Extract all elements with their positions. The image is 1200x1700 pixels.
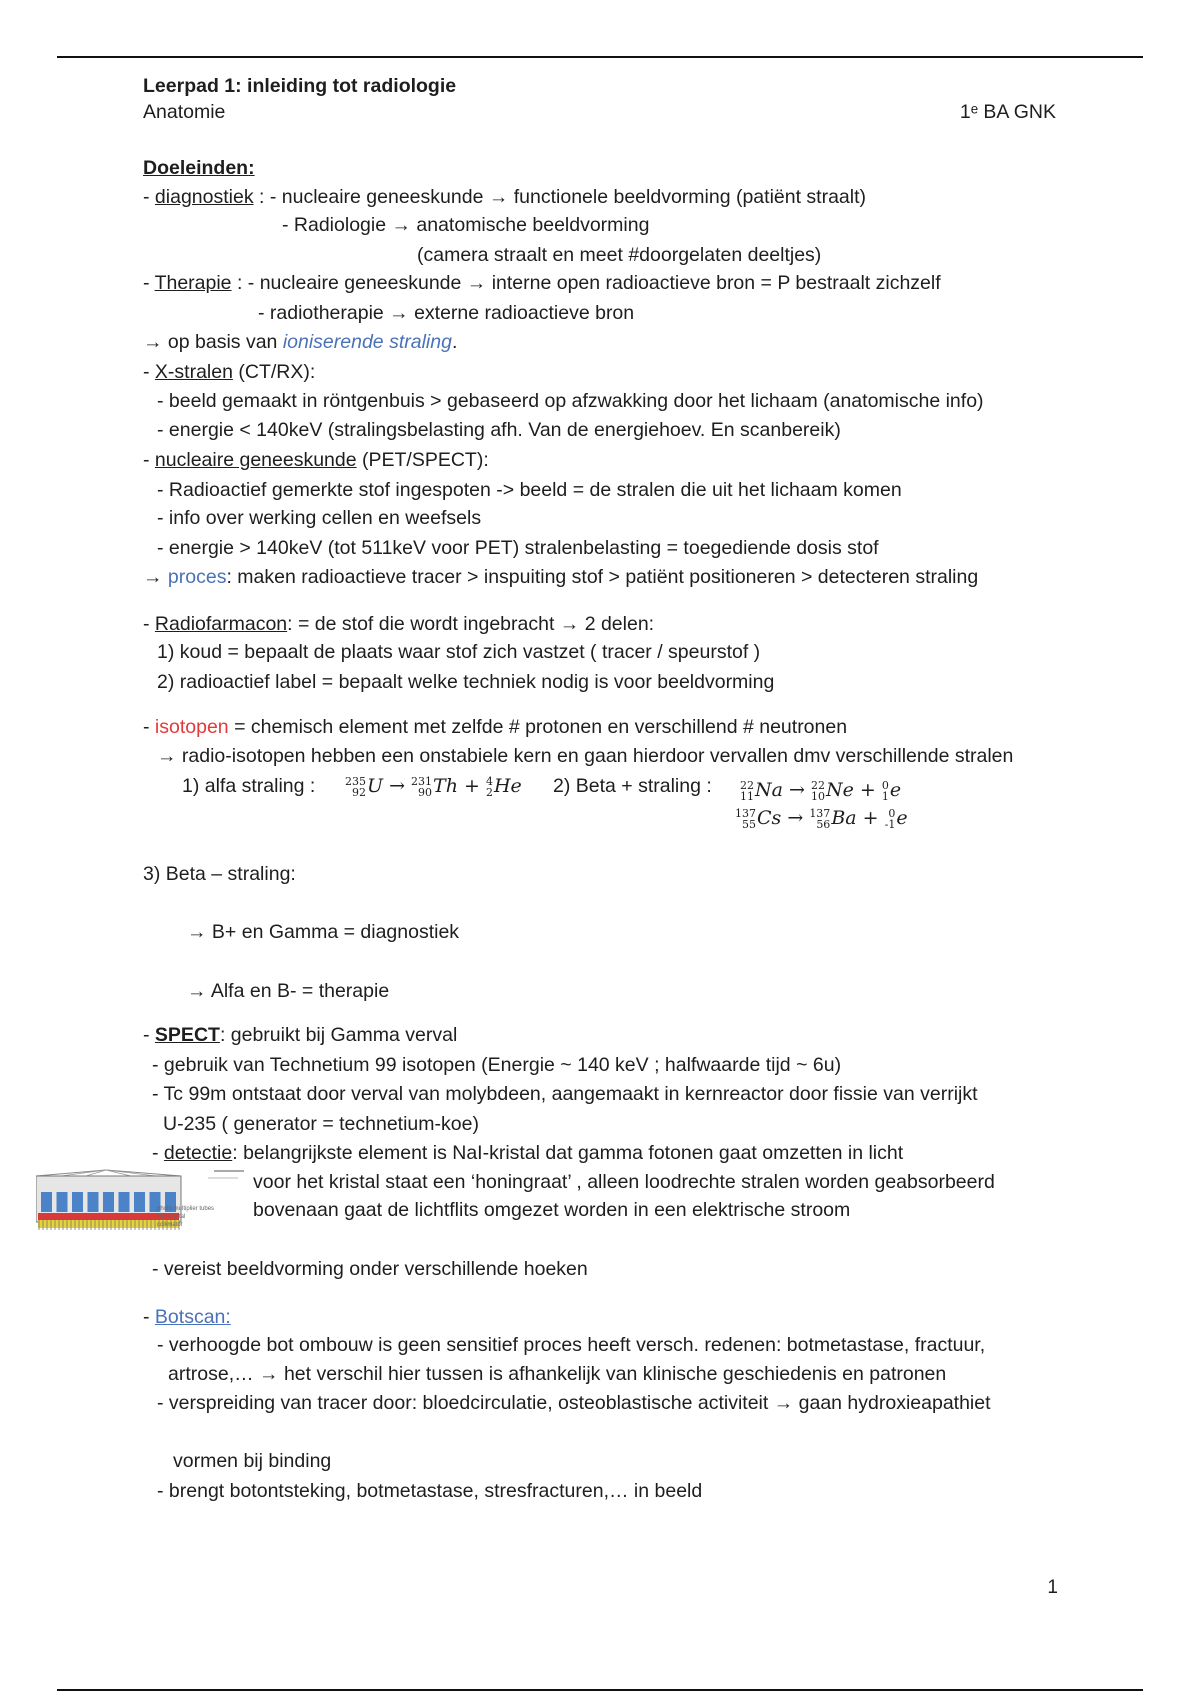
pmt-tube <box>103 1192 114 1212</box>
subject-label: Anatomie <box>143 101 226 123</box>
section-heading-doeleinden: Doeleinden: <box>143 157 255 179</box>
line-spect-2: - Tc 99m ontstaat door verval van molybdeen, aangemaakt in kernreactor door fissie van verrijkt <box>152 1083 978 1105</box>
course-label: 1ᵉ BA GNK <box>959 101 1056 123</box>
beta-plus-label: 2) Beta + straling : <box>553 775 712 797</box>
line-spect: - SPECT: gebruikt bij Gamma verval <box>143 1024 458 1046</box>
pmt-tube <box>57 1192 68 1212</box>
page-number: 1 <box>1047 1577 1058 1598</box>
line-bot-4: vormen bij binding <box>173 1450 332 1472</box>
line-detectie-3: bovenaan gaat de lichtflits omgezet worden in een elektrische stroom <box>253 1199 851 1221</box>
line-botscan: - Botscan: <box>143 1306 231 1328</box>
line-xray-2: - energie < 140keV (stralingsbelasting afh. Van de energiehoev. En scanbereik) <box>157 419 841 441</box>
pmt-tube <box>88 1192 99 1212</box>
label-collimator: collimator <box>157 1222 183 1228</box>
pmt-tube <box>119 1192 130 1212</box>
line-spect-3: U-235 ( generator = technetium-koe) <box>163 1113 479 1135</box>
gamma-camera-svg <box>36 1166 276 1246</box>
line-nuc-1: - Radioactief gemerkte stof ingespoten -> beeld = de stralen die uit het lichaam komen <box>157 479 902 501</box>
line-radiologie: - Radiologie → anatomische beeldvorming <box>282 214 650 236</box>
line-radiofarmacon: - Radiofarmacon: = de stof die wordt ingebracht → 2 delen: <box>143 613 655 635</box>
line-bot-1: - verhoogde bot ombouw is geen sensitief proces heeft versch. redenen: botmetastase, fractuur, <box>157 1334 986 1356</box>
line-ther-types: → Alfa en B- = therapie <box>187 980 390 1002</box>
line-bot-5: - brengt botontsteking, botmetastase, stresfracturen,… in beeld <box>157 1480 703 1502</box>
line-camera: (camera straalt en meet #doorgelaten deeltjes) <box>417 244 822 266</box>
line-detectie-2: voor het kristal staat een ‘honingraat’ , alleen loodrechte stralen worden geabsorbeerd <box>253 1171 995 1193</box>
photomultiplier-tubes <box>41 1192 176 1212</box>
line-farma-2: 2) radioactief label = bepaalt welke techniek nodig is voor beeldvorming <box>157 671 775 693</box>
equation-alfa: 235 92 U → 231 90 Th + 4 2 He <box>345 775 522 799</box>
line-nucleair: - nucleaire geneeskunde (PET/SPECT): <box>143 449 489 471</box>
line-bot-3: - verspreiding van tracer door: bloedcirculatie, osteoblastische activiteit → gaan hydroxieapathiet <box>157 1392 991 1414</box>
line-diag-types: → B+ en Gamma = diagnostiek <box>187 921 460 943</box>
line-xstralen: - X-stralen (CT/RX): <box>143 361 316 383</box>
label-pmt: photo multiplier tubes <box>157 1206 215 1212</box>
beta-min-label: 3) Beta – straling: <box>143 863 296 885</box>
gamma-camera-diagram <box>36 1166 276 1246</box>
bottom-rule <box>57 1689 1143 1691</box>
line-isotopen: - isotopen = chemisch element met zelfde # protonen en verschillend # neutronen <box>143 716 848 738</box>
line-spect-4: - vereist beeldvorming onder verschillende hoeken <box>152 1258 588 1280</box>
equation-beta-min: 137 55 Cs → 137 56 Ba + 0 -1 e <box>735 807 908 831</box>
pmt-tube <box>134 1192 145 1212</box>
line-diagnostiek: - diagnostiek : - nucleaire geneeskunde → functionele beeldvorming (patiënt straalt) <box>143 186 867 208</box>
line-nuc-3: - energie > 140keV (tot 511keV voor PET) stralenbelasting = toegediende dosis stof <box>157 537 879 559</box>
line-farma-1: 1) koud = bepaalt de plaats waar stof zich vastzet ( tracer / speurstof ) <box>157 641 761 663</box>
pmt-tube <box>41 1192 52 1212</box>
line-radiotherapie: - radiotherapie → externe radioactieve bron <box>258 302 635 324</box>
line-radio-isotopen: → radio-isotopen hebben een onstabiele kern en gaan hierdoor vervallen dmv verschillende stralen <box>157 745 1014 767</box>
line-therapie: - Therapie : - nucleaire geneeskunde → interne open radioactieve bron = P bestraalt zichzelf <box>143 272 941 294</box>
line-proces: → proces: maken radioactieve tracer > inspuiting stof > patiënt positioneren > detecteren straling <box>143 566 979 588</box>
line-ioniserend: → op basis van ioniserende straling. <box>143 331 458 353</box>
pmt-tube <box>72 1192 83 1212</box>
page-title: Leerpad 1: inleiding tot radiologie <box>143 75 457 97</box>
line-nuc-2: - info over werking cellen en weefsels <box>157 507 482 529</box>
line-spect-1: - gebruik van Technetium 99 isotopen (Energie ~ 140 keV ; halfwaarde tijd ~ 6u) <box>152 1054 842 1076</box>
label-crystal: NaI crystal <box>157 1214 186 1220</box>
line-detectie: - detectie: belangrijkste element is NaI-kristal dat gamma fotonen gaat omzetten in licht <box>152 1142 904 1164</box>
line-bot-2: artrose,… → het verschil hier tussen is afhankelijk van klinische geschiedenis en patronen <box>168 1363 947 1385</box>
top-rule <box>57 56 1143 58</box>
equation-beta-plus: 22 11 Na → 22 10 Ne + 0 1 e <box>740 779 902 803</box>
line-xray-1: - beeld gemaakt in röntgenbuis > gebaseerd op afzwakking door het lichaam (anatomische info) <box>157 390 984 412</box>
alfa-label: 1) alfa straling : <box>182 775 316 797</box>
